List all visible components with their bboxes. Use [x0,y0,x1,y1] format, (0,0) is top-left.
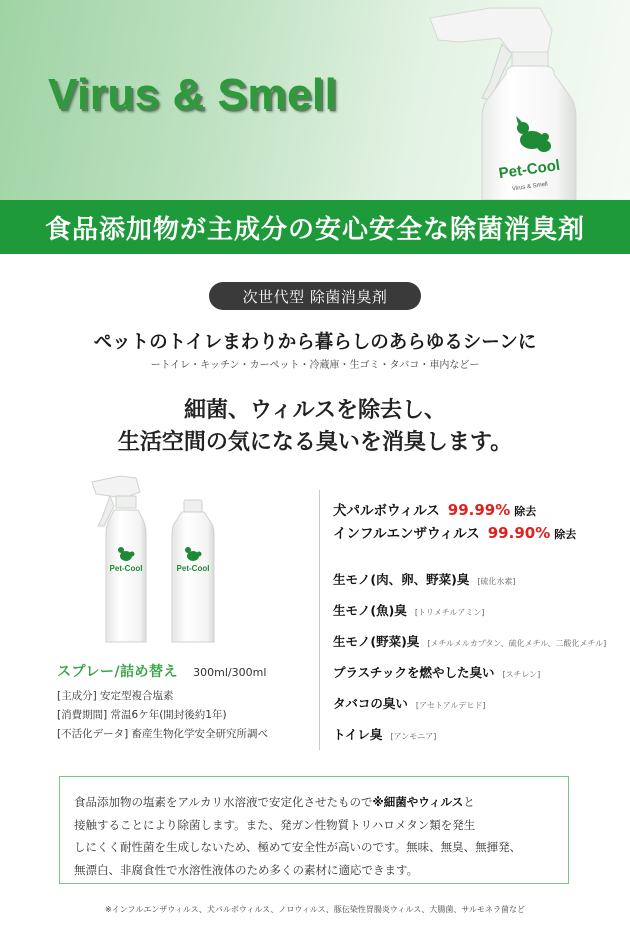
description-emphasis: ※細菌やウィルス [372,795,464,809]
rate-suffix: 除去 [514,505,537,518]
column-divider [319,490,320,750]
category-pill: 次世代型 除菌消臭剤 [209,282,421,310]
refill-bottle [172,500,214,642]
product-name: スプレー/詰め替え [57,664,179,680]
rate-name: インフルエンザウィルス [333,526,480,542]
odor-item [333,600,485,619]
hero-bottle-brand: Pet-Cool [497,156,562,183]
product-line [57,661,266,681]
headline: ペットのトイレまわりから暮らしのあらゆるシーンに [93,332,537,353]
hero-bottle-sub: Virus & Smell [511,181,549,193]
footnote: ※インフルエンザウィルス、犬パルボウィルス、ノロウィルス、豚伝染性胃腸炎ウィルス、大腸菌、サルモネラ菌など [104,905,526,914]
tagline-band [0,200,630,254]
odor-compound: [スチレン] [502,670,541,679]
odor-compound: [メチルメルカプタン、硫化メチル、二酸化メチル] [427,639,607,648]
odor-name: タバコの臭い [333,696,408,711]
spray-bottle-brand: Pet-Cool [109,564,143,573]
hero-bottle-image [420,0,610,200]
usage-scenes: ートイレ・キッチン・カーペット・冷蔵庫・生ゴミ・タバコ・車内などー [150,360,480,371]
product-bottles-image [80,470,220,650]
tagline-text: 食品添加物が主成分の安心安全な除菌消臭剤 [44,214,585,245]
refill-bottle-brand: Pet-Cool [176,564,210,573]
description-line: 無漂白、非腐食性で水溶性液体のため多くの素材に適応できます。 [74,862,419,877]
odor-compound: [アンモニア] [390,732,437,741]
odor-item [333,569,516,588]
product-volume: 300ml/300ml [193,666,267,679]
odor-compound: [硫化水素] [477,577,516,586]
odor-name: 生モノ(肉、卵、野菜)臭 [333,572,470,587]
rate-name: 犬パルボウィルス [333,503,440,519]
lead-line-1: 細菌、ウィルスを除去し、 [183,397,447,423]
rate-percent: 99.99% [447,501,511,519]
hero-title: Virus & Smell [48,70,338,119]
odor-item [333,662,540,681]
hero-banner [0,0,630,200]
spec-data-source: [不活化データ] 畜産生物化学安全研究所調べ [57,728,269,740]
rate-row [333,522,576,542]
spec-shelf-life: [消費期間] 常温6ケ年(開封後約1年) [57,709,227,721]
odor-compound: [トリメチルアミン] [414,608,485,617]
description-line: しにくく耐性菌を生成しないため、極めて安全性が高いのです。無味、無臭、無揮発、 [74,840,522,854]
rate-suffix: 除去 [554,528,577,541]
odor-compound: [アセトアルデヒド] [415,701,486,710]
odor-item [333,693,486,712]
odor-name: 生モノ(野菜)臭 [333,634,420,649]
rate-row [333,499,536,519]
description-box [59,776,569,884]
spec-ingredient: [主成分] 安定型複合塩素 [57,690,174,702]
odor-name: 生モノ(魚)臭 [333,603,407,618]
spray-bottle [92,476,146,642]
description-line: 食品添加物の塩素をアルカリ水溶液で安定化させたもので※細菌やウィルスと [74,795,475,809]
lead-line-2: 生活空間の気になる臭いを消臭します。 [117,429,513,455]
odor-name: プラスチックを燃やした臭い [333,665,495,680]
odor-item [333,724,436,743]
odor-name: トイレ臭 [333,727,383,742]
odor-item [333,631,606,650]
rate-percent: 99.90% [487,524,551,542]
description-line: 接触することにより除菌します。また、発ガン性物質トリハロメタン類を発生 [74,817,476,832]
